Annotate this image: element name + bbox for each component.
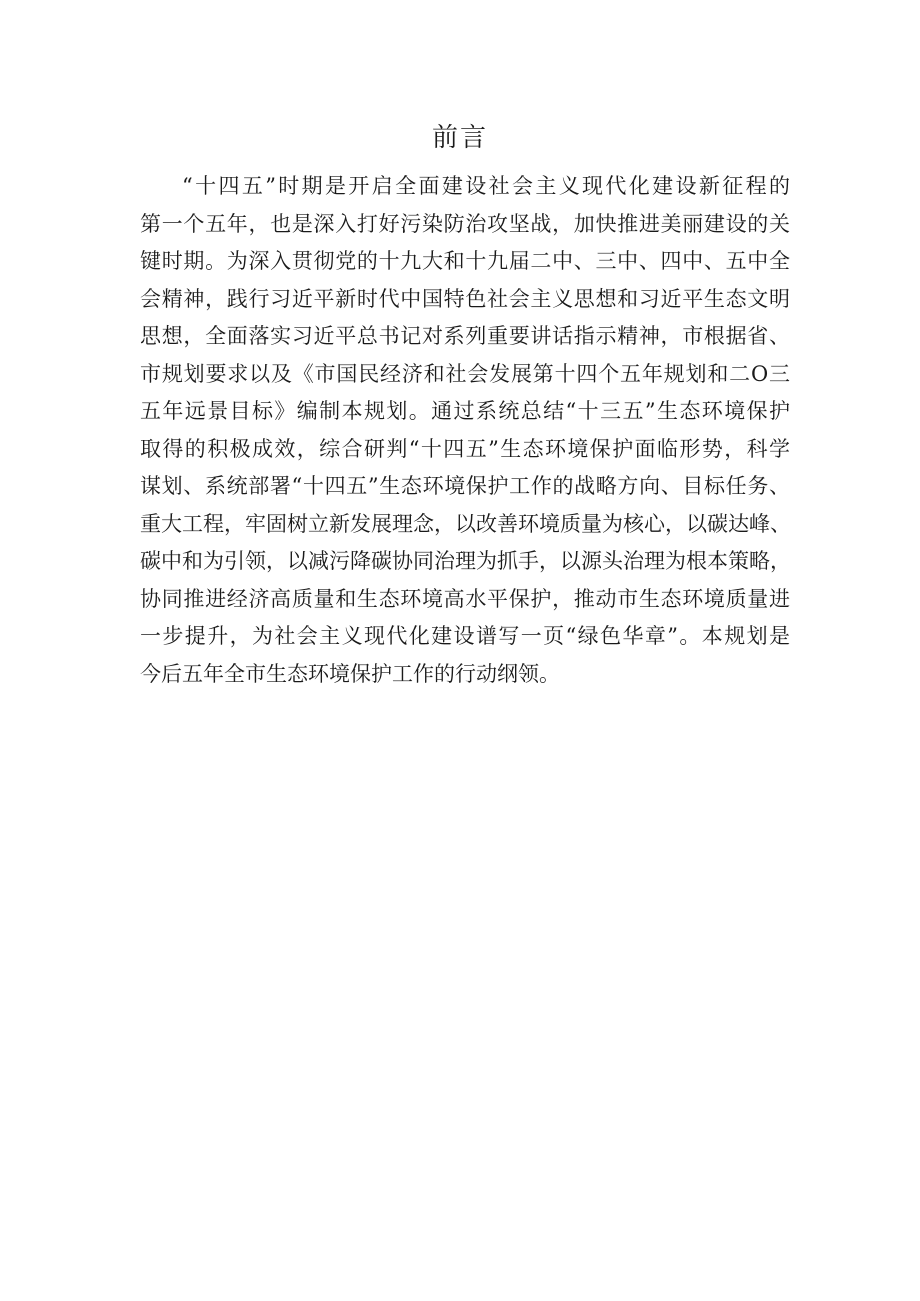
paragraph-line: 五年远景目标》编制本规划。通过系统总结“十三五”生态环境保护 bbox=[140, 399, 790, 423]
paragraph-line: 会精神，践行习近平新时代中国特色社会主义思想和习近平生态文明 bbox=[140, 286, 790, 311]
paragraph-line: “十四五”时期是开启全面建设社会主义现代化建设新征程的 bbox=[182, 174, 790, 198]
preface-paragraph bbox=[140, 168, 790, 693]
page-title: 前言 bbox=[431, 123, 488, 153]
paragraph-line: 第一个五年，也是深入打好污染防治攻坚战，加快推进美丽建设的关 bbox=[140, 211, 790, 236]
paragraph-line: 一步提升，为社会主义现代化建设谱写一页“绿色华章”。本规划是 bbox=[140, 624, 790, 648]
paragraph-line: 今后五年全市生态环境保护工作的行动纲领。 bbox=[140, 661, 560, 686]
paragraph-line: 碳中和为引领，以减污降碳协同治理为抓手，以源头治理为根本策略， bbox=[140, 549, 791, 573]
paragraph-line: 协同推进经济高质量和生态环境高水平保护，推动市生态环境质量进 bbox=[140, 586, 790, 611]
paragraph-line: 市规划要求以及《市国民经济和社会发展第十四个五年规划和二O三 bbox=[140, 361, 790, 386]
paragraph-line: 谋划、系统部署“十四五”生态环境保护工作的战略方向、目标任务、 bbox=[140, 474, 790, 498]
paragraph-line: 思想，全面落实习近平总书记对系列重要讲话指示精神，市根据省、 bbox=[140, 324, 790, 348]
paragraph-line: 重大工程，牢固树立新发展理念，以改善环境质量为核心，以碳达峰、 bbox=[140, 511, 791, 536]
paragraph-line: 取得的积极成效，综合研判“十四五”生态环境保护面临形势，科学 bbox=[140, 436, 790, 461]
paragraph-line: 键时期。为深入贯彻党的十九大和十九届二中、三中、四中、五中全 bbox=[140, 249, 790, 273]
